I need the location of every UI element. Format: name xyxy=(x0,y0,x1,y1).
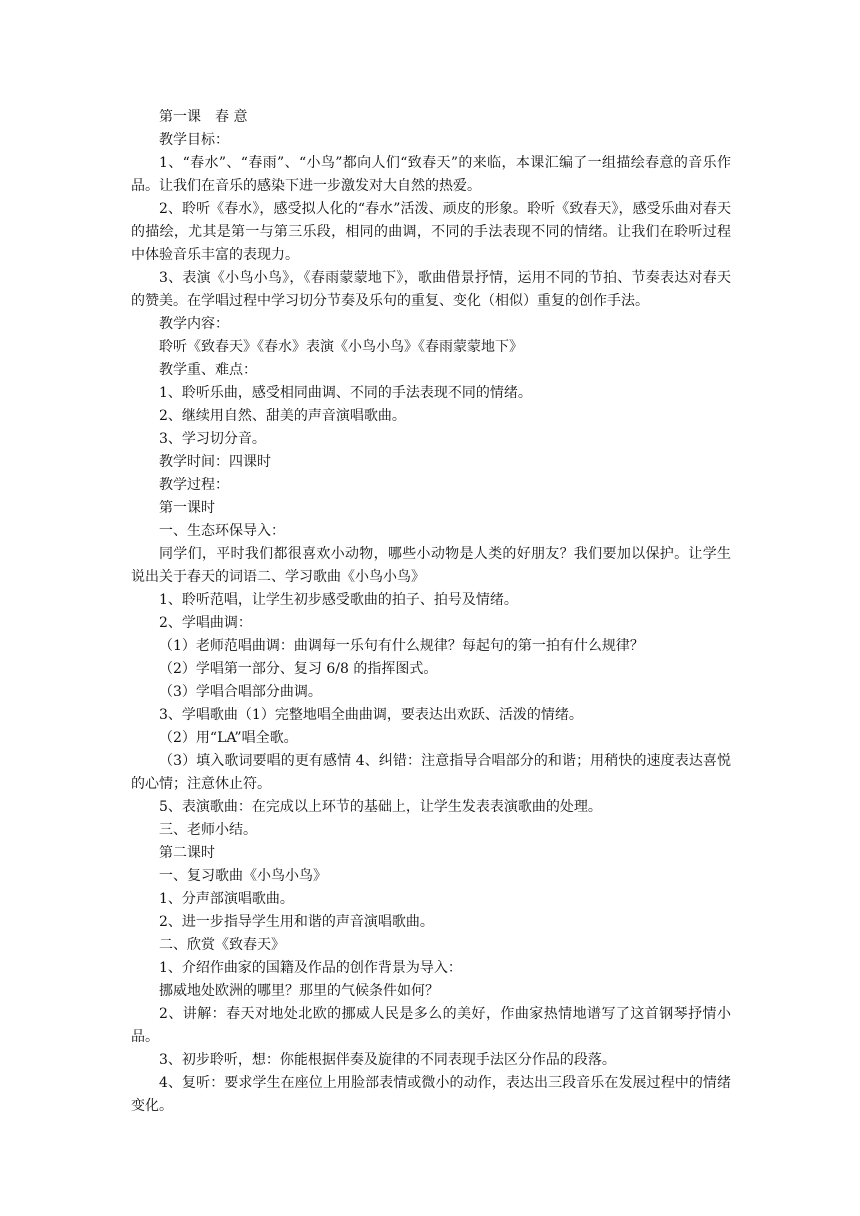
paragraph: 5、表演歌曲：在完成以上环节的基础上，让学生发表表演歌曲的处理。 xyxy=(159,799,602,815)
paragraph: 挪威地处欧洲的哪里？那里的气候条件如何？ xyxy=(159,983,439,999)
section-heading: 教学过程： xyxy=(159,477,229,493)
paragraph: 一、复习歌曲《小鸟小鸟》 xyxy=(159,868,327,884)
paragraph: 1、聆听乐曲，感受相同曲调、不同的手法表现不同的情绪。 xyxy=(159,385,532,401)
lesson-period-heading: 第二课时 xyxy=(159,845,215,861)
paragraph: （3）学唱合唱部分曲调。 xyxy=(159,684,322,700)
paragraph: 1、“春水”、“春雨”、“小鸟”都向人们“致春天”的来临，本课汇编了一组描绘春意的音乐作品。让我们在音乐的感染下进一步激发对大自然的热爱。 xyxy=(131,155,731,194)
paragraph: 2、聆听《春水》，感受拟人化的“春水”活泼、顽皮的形象。聆听《致春天》，感受乐曲对春天的描绘，尤其是第一与第三乐段，相同的曲调，不同的手法表现不同的情绪。让我们在聆听过程中体验音乐丰富的表现力。 xyxy=(131,201,731,263)
paragraph: 同学们，平时我们都很喜欢小动物，哪些小动物是人类的好朋友？我们要加以保护。让学生说出关于春天的词语二、学习歌曲《小鸟小鸟》 xyxy=(131,546,731,585)
section-heading: 教学时间：四课时 xyxy=(159,454,271,470)
paragraph: 2、学唱曲调： xyxy=(159,615,252,631)
paragraph: 一、生态环保导入： xyxy=(159,523,285,539)
paragraph: 1、聆听范唱，让学生初步感受歌曲的拍子、拍号及情绪。 xyxy=(159,592,518,608)
paragraph: 聆听《致春天》《春水》表演《小鸟小鸟》《春雨蒙蒙地下》 xyxy=(159,339,523,355)
paragraph: 3、表演《小鸟小鸟》，《春雨蒙蒙地下》，歌曲借景抒情，运用不同的节拍、节奏表达对春天的赞美。在学唱过程中学习切分节奏及乐句的重复、变化（相似）重复的创作手法。 xyxy=(131,270,731,309)
section-heading: 教学目标： xyxy=(159,132,229,148)
section-heading: 教学内容： xyxy=(159,316,229,332)
lesson-title: 第一课 春 意 xyxy=(159,109,248,125)
paragraph: 三、老师小结。 xyxy=(159,822,257,838)
paragraph: 4、复听：要求学生在座位上用脸部表情或微小的动作，表达出三段音乐在发展过程中的情绪变化。 xyxy=(131,1075,731,1114)
paragraph: （2）学唱第一部分、复习 6/8 的指挥图式。 xyxy=(159,661,438,677)
paragraph: （2）用“LA”唱全歌。 xyxy=(159,730,298,746)
paragraph: （1）老师范唱曲调：曲调每一乐句有什么规律？每起句的第一拍有什么规律？ xyxy=(159,638,644,654)
paragraph: 3、学唱歌曲（1）完整地唱全曲曲调，要表达出欢跃、活泼的情绪。 xyxy=(159,707,583,723)
section-heading: 教学重、难点： xyxy=(159,362,257,378)
paragraph: 二、欣赏《致春天》 xyxy=(159,937,285,953)
lesson-period-heading: 第一课时 xyxy=(159,500,215,516)
paragraph: 1、分声部演唱歌曲。 xyxy=(159,891,294,907)
document-body xyxy=(131,106,731,1118)
paragraph: 3、初步聆听，想：你能根据伴奏及旋律的不同表现手法区分作品的段落。 xyxy=(159,1052,616,1068)
paragraph: （3）填入歌词要唱的更有感情 4、纠错：注意指导合唱部分的和谐；用稍快的速度表达喜悦的心情；注意休止符。 xyxy=(131,753,731,792)
paragraph: 3、学习切分音。 xyxy=(159,431,266,447)
paragraph: 1、介绍作曲家的国籍及作品的创作背景为导入： xyxy=(159,960,462,976)
paragraph: 2、继续用自然、甜美的声音演唱歌曲。 xyxy=(159,408,406,424)
paragraph: 2、进一步指导学生用和谐的声音演唱歌曲。 xyxy=(159,914,434,930)
paragraph: 2、讲解：春天对地处北欧的挪威人民是多么的美好，作曲家热情地谱写了这首钢琴抒情小品。 xyxy=(131,1006,731,1045)
